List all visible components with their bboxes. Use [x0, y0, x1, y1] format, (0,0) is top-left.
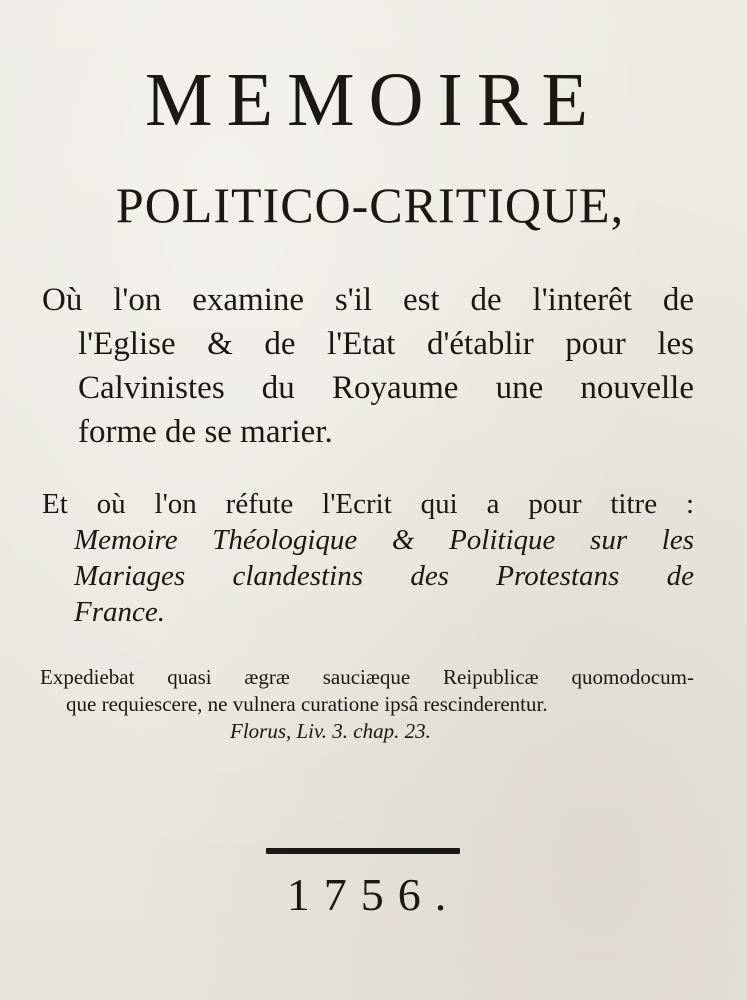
epigraph-line: que requiescere, ne vulnera curatione ipsâ rescinderentur.: [66, 692, 548, 716]
title-main: MEMOIRE: [145, 58, 602, 142]
divider-rule: [266, 848, 460, 854]
description-paragraph: [42, 278, 694, 454]
epigraph-citation: Florus, Liv. 3. chap. 23.: [230, 719, 431, 743]
description-line: l'Eglise & de l'Etat d'établir pour les: [78, 326, 694, 362]
refutation-line: Memoire Théologique & Politique sur les: [74, 524, 694, 556]
refutation-line: Et où l'on réfute l'Ecrit qui a pour titre :: [42, 488, 694, 520]
title-subtitle: POLITICO-CRITIQUE,: [115, 177, 625, 233]
epigraph: [40, 664, 694, 745]
refutation-line: Mariages clandestins des Protestans de: [74, 560, 694, 592]
description-line: forme de se marier.: [78, 414, 333, 450]
description-line: Calvinistes du Royaume une nouvelle: [78, 370, 694, 406]
refutation-line: France.: [74, 596, 165, 628]
epigraph-line: Expediebat quasi ægræ sauciæque Reipublicæ quomodocum-: [40, 665, 694, 689]
description-line: Où l'on examine s'il est de l'interêt de: [42, 282, 694, 318]
publication-date: 1756.: [286, 869, 461, 920]
refutation-paragraph: [42, 486, 694, 630]
